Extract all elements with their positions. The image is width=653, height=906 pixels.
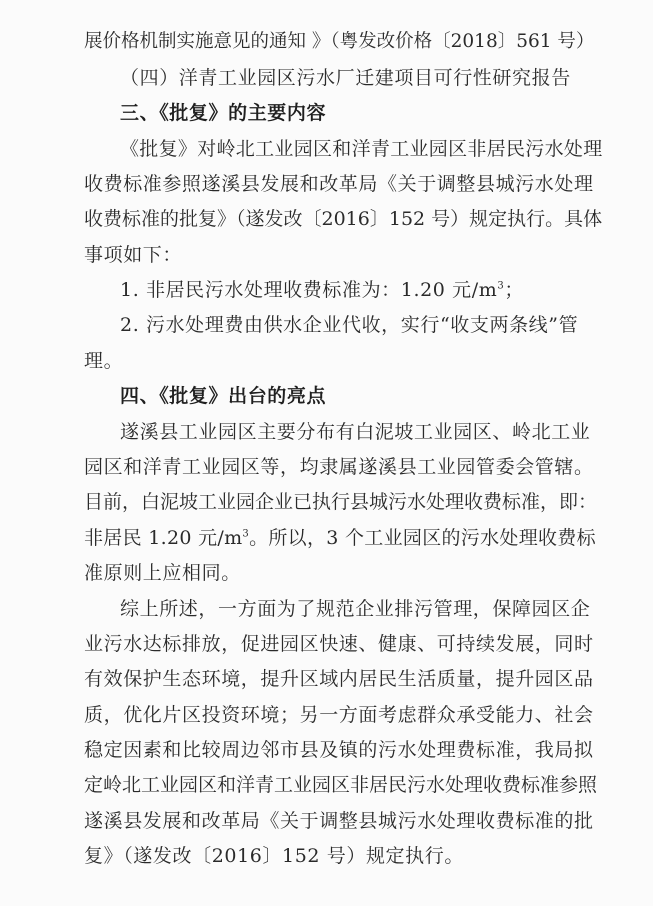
- text-line: 准原则上应相同。: [84, 562, 241, 584]
- text-line: 收费标准参照遂溪县发展和改革局《关于调整县城污水处理: [84, 173, 594, 195]
- text-fragment: 。所以，3 个工业园区的污水处理收费标: [249, 527, 596, 549]
- section-heading: 三、《批复》的主要内容: [120, 102, 327, 124]
- text-line: 质，优化片区投资环境；另一方面考虑群众承受能力、社会: [84, 704, 594, 726]
- superscript: 3: [242, 528, 250, 540]
- text-line: 定岭北工业园区和洋青工业园区非居民污水处理收费标准参照: [84, 774, 598, 796]
- text-fragment: 非居民 1.20 元/m: [84, 527, 243, 549]
- text-line: 业污水达标排放，促进园区快速、健康、可持续发展，同时: [84, 633, 594, 655]
- text-line: 目前，白泥坡工业园企业已执行县城污水处理收费标准，即：: [84, 491, 598, 513]
- text-line: 理。: [84, 350, 124, 372]
- text-line: 事项如下：: [84, 244, 183, 266]
- section-heading: 四、《批复》出台的亮点: [120, 385, 327, 407]
- text-line: （四）洋青工业园区污水厂迁建项目可行性研究报告: [120, 67, 571, 89]
- text-line: 稳定因素和比较周边邻市县及镇的污水处理费标准，我局拟: [84, 739, 594, 761]
- text-line: 有效保护生态环境，提升区域内居民生活质量，提升园区品: [84, 668, 594, 690]
- text-line: [84, 526, 604, 550]
- text-line: 园区和洋青工业园区等，均隶属遂溪县工业园管委会管辖。: [84, 456, 594, 478]
- punctuation: ；: [504, 279, 524, 301]
- superscript: 3: [497, 280, 505, 292]
- list-item: [120, 278, 604, 302]
- text-line: 遂溪县工业园区主要分布有白泥坡工业园区、岭北工业: [120, 421, 591, 443]
- text-line: 复》（遂发改〔2016〕152 号）规定执行。: [84, 845, 464, 867]
- list-item-text: 1. 非居民污水处理收费标准为：1.20 元/m: [120, 279, 498, 301]
- text-line: 遂溪县发展和改革局《关于调整县城污水处理收费标准的批: [84, 810, 594, 832]
- text-line: 《批复》对岭北工业园区和洋青工业园区非居民污水处理: [120, 138, 603, 160]
- text-line: 收费标准的批复》（遂发改〔2016〕152 号）规定执行。具体: [84, 208, 603, 230]
- text-line: 综上所述，一方面为了规范企业排污管理，保障园区企: [120, 598, 591, 620]
- list-item: 2. 污水处理费由供水企业代收，实行“收支两条线”管: [120, 314, 579, 336]
- text-line: 展价格机制实施意见的通知 》（粤发改价格〔2018〕561 号）: [84, 31, 595, 52]
